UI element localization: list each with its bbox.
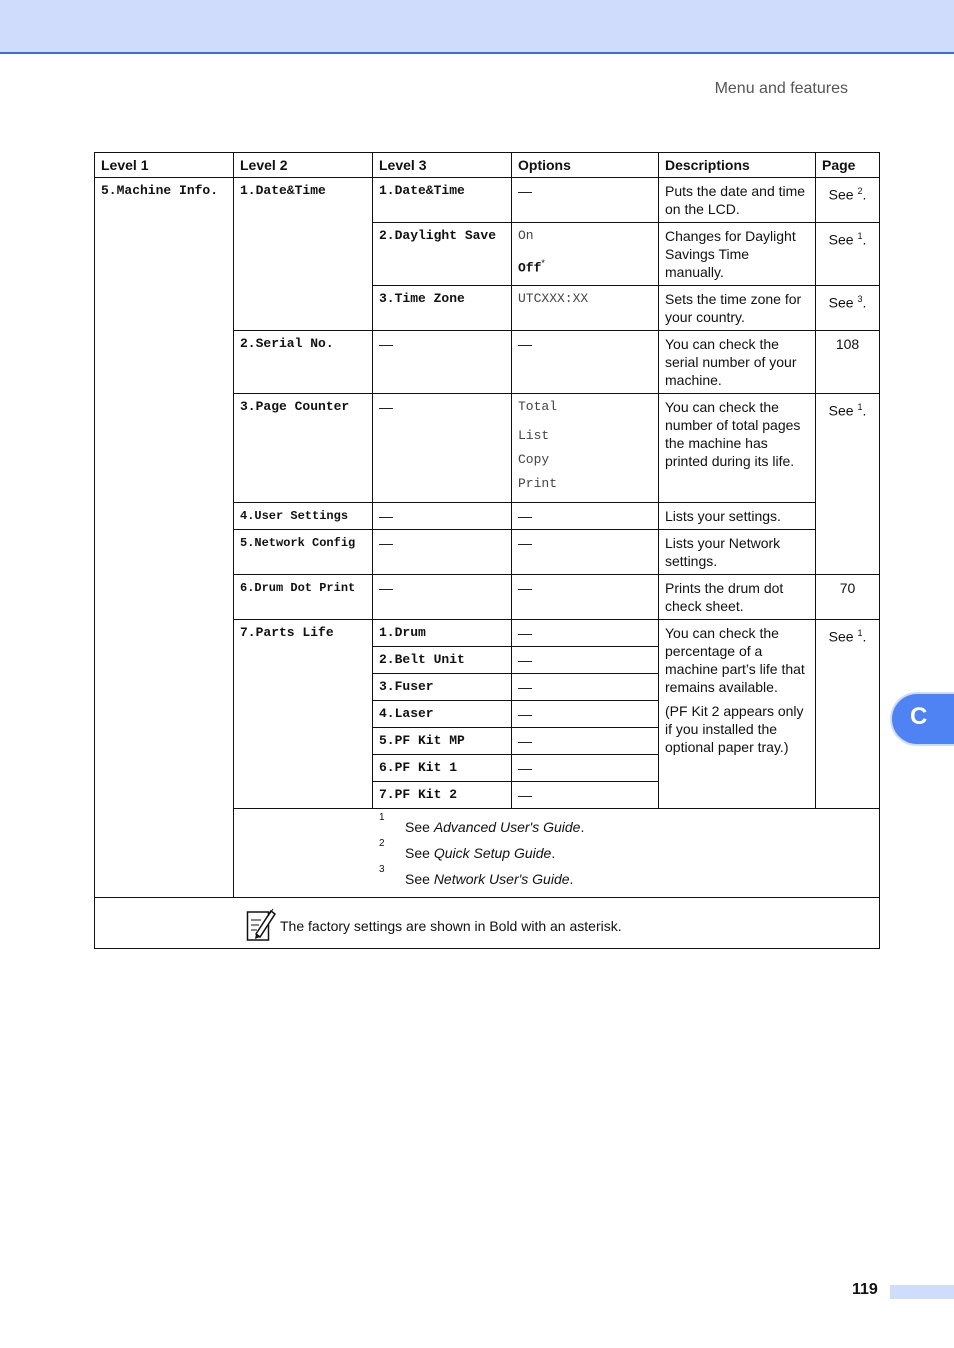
chapter-letter: C — [910, 703, 928, 730]
level2-page-counter: 3.Page Counter — [234, 394, 373, 503]
level3-cell: — — [373, 503, 512, 530]
level3-cell: — — [373, 530, 512, 575]
page-cell: See $^2$. — [816, 178, 880, 223]
level3-cell: — — [373, 331, 512, 394]
level3-pf-kit-2: 7.PF Kit 2 — [373, 782, 512, 809]
level3-datetime: 1.Date&Time — [373, 178, 512, 223]
footnotes — [234, 809, 879, 897]
running-head: Menu and features — [714, 80, 848, 97]
description-cell: You can check the number of total pages the machine has printed during its life. — [659, 394, 816, 503]
header-band — [0, 0, 954, 54]
option-total: Total — [518, 399, 558, 414]
note-text: The factory settings are shown in Bold with an asterisk. — [280, 918, 622, 934]
note — [101, 902, 873, 944]
footnote-text — [405, 818, 584, 836]
page-cell: See $^1$. — [816, 620, 880, 809]
see-label: See — [828, 402, 854, 419]
level3-pf-kit-mp: 5.PF Kit MP — [373, 728, 512, 755]
col-header-page: Page — [816, 153, 880, 178]
page-cell: 108 — [816, 331, 880, 394]
option-cell: — — [512, 701, 659, 728]
col-header-level3: Level 3 — [373, 153, 512, 178]
footnote-prefix: See — [405, 819, 434, 835]
footnote-title: Network User's Guide — [433, 871, 570, 887]
description-cell: Puts the date and time on the LCD. — [659, 178, 816, 223]
option-cell: — — [512, 755, 659, 782]
description-cell: You can check the serial number of your machine. — [659, 331, 816, 394]
chapter-tab — [890, 692, 954, 746]
option-cell: — — [512, 620, 659, 647]
option-list: List — [518, 428, 550, 443]
col-header-descriptions: Descriptions — [659, 153, 816, 178]
option-cell: UTCXXX:XX — [512, 286, 659, 331]
footnote-number: 2 — [379, 838, 385, 849]
level2-user-settings: 4.User Settings — [234, 503, 373, 530]
description-cell: Lists your settings. — [659, 503, 816, 530]
footnote-ref: 2 — [857, 186, 863, 196]
footnote-suffix: . — [569, 871, 574, 887]
option-cell: — — [512, 331, 659, 394]
option-cell: — — [512, 647, 659, 674]
page-cell: See $^1$. — [816, 394, 880, 575]
menu-table — [94, 152, 880, 949]
level3-fuser: 3.Fuser — [373, 674, 512, 701]
level3-timezone: 3.Time Zone — [373, 286, 512, 331]
page-cell: See $^3$. — [816, 286, 880, 331]
description-cell: Prints the drum dot check sheet. — [659, 575, 816, 620]
footnote-ref: 1 — [857, 402, 863, 412]
see-label: See — [828, 231, 854, 248]
level2-drum-dot-print: 6.Drum Dot Print — [234, 575, 373, 620]
description-cell: Changes for Daylight Savings Time manually. — [659, 223, 816, 286]
description-cell — [659, 620, 816, 809]
footnote-text — [405, 870, 573, 888]
parts-life-note: (PF Kit 2 appears only if you installed the optional paper tray.) — [665, 703, 804, 755]
page-number: 119 — [852, 1281, 878, 1298]
level3-drum: 1.Drum — [373, 620, 512, 647]
level2-serial: 2.Serial No. — [234, 331, 373, 394]
footnote-ref: 1 — [857, 628, 863, 638]
col-header-level1: Level 1 — [95, 153, 234, 178]
level2-datetime: 1.Date&Time — [234, 178, 373, 331]
page-cell: See $^1$. — [816, 223, 880, 286]
footnote-number: 1 — [379, 812, 385, 823]
level2-parts-life: 7.Parts Life — [234, 620, 373, 809]
level3-cell: — — [373, 575, 512, 620]
option-on: On — [518, 228, 534, 243]
footnote-number: 3 — [379, 864, 385, 875]
option-cell: — — [512, 575, 659, 620]
table-header-row — [95, 153, 880, 178]
level3-laser: 4.Laser — [373, 701, 512, 728]
option-cell: — — [512, 530, 659, 575]
table-row — [95, 178, 880, 223]
footnote-title: Quick Setup Guide — [433, 845, 552, 861]
level3-pf-kit-1: 6.PF Kit 1 — [373, 755, 512, 782]
footnote — [374, 812, 879, 841]
col-header-level2: Level 2 — [234, 153, 373, 178]
see-label: See — [828, 186, 854, 203]
level2-network-config: 5.Network Config — [234, 530, 373, 575]
see-label: See — [828, 294, 854, 311]
page-cell: 70 — [816, 575, 880, 620]
description-cell: Lists your Network settings. — [659, 530, 816, 575]
option-cell: — — [512, 728, 659, 755]
default-asterisk: * — [541, 258, 545, 268]
option-cell: — — [512, 503, 659, 530]
footnote-title: Advanced User's Guide — [433, 819, 581, 835]
see-label: See — [828, 628, 854, 645]
note-pencil-icon — [246, 908, 276, 942]
footnote-prefix: See — [405, 845, 434, 861]
option-cell — [512, 394, 659, 503]
option-cell — [512, 223, 659, 286]
footnote — [374, 864, 879, 893]
level1-cell: 5.Machine Info. — [95, 178, 234, 898]
option-copy: Copy — [518, 452, 550, 467]
footnote-ref: 1 — [857, 231, 863, 241]
footnote-prefix: See — [405, 871, 434, 887]
level3-daylight: 2.Daylight Save — [373, 223, 512, 286]
footnote — [374, 838, 879, 867]
option-off-default: Off — [518, 260, 542, 276]
level3-belt-unit: 2.Belt Unit — [373, 647, 512, 674]
note-row — [95, 898, 880, 949]
footnote-suffix: . — [551, 845, 556, 861]
footnote-ref: 3 — [857, 294, 863, 304]
level3-cell: — — [373, 394, 512, 503]
footnote-suffix: . — [580, 819, 585, 835]
description-cell: Sets the time zone for your country. — [659, 286, 816, 331]
option-cell: — — [512, 178, 659, 223]
parts-life-description: You can check the percentage of a machine part’s life that remains available. — [665, 625, 805, 695]
footnote-text — [405, 844, 555, 862]
option-cell: — — [512, 782, 659, 809]
option-cell: — — [512, 674, 659, 701]
footnotes-cell — [234, 809, 880, 898]
option-print: Print — [518, 476, 558, 491]
page-number-bar — [890, 1285, 954, 1299]
col-header-options: Options — [512, 153, 659, 178]
note-cell — [95, 898, 880, 949]
